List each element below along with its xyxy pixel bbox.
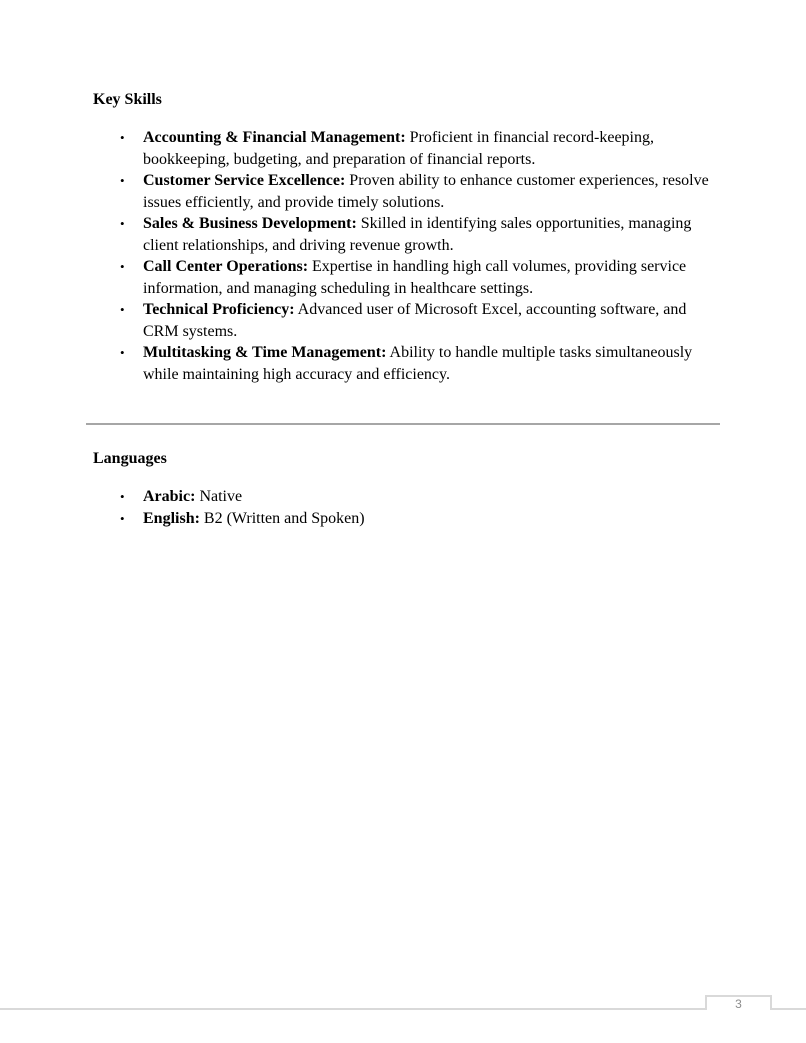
item-term: English: [143, 509, 200, 527]
item-term: Call Center Operations: [143, 258, 309, 275]
page-content [93, 89, 718, 529]
page-number: 3 [735, 996, 742, 1011]
list-item [120, 508, 718, 530]
bullet-icon: • [120, 345, 125, 360]
section-divider [86, 423, 720, 425]
section-languages [93, 448, 718, 529]
list-item [120, 170, 718, 213]
item-term: Customer Service Excellence: [143, 172, 346, 189]
bullet-icon: • [120, 302, 125, 317]
bullet-icon: • [120, 130, 125, 145]
item-description: Proven ability to enhance customer experiences, resolve issues efficiently, and provide timely solutions. [143, 172, 709, 211]
list-item [120, 213, 718, 256]
bullet-icon: • [120, 216, 125, 231]
bullet-icon: • [120, 489, 125, 504]
item-description: Ability to handle multiple tasks simultaneously while maintaining high accuracy and efficiency. [143, 344, 693, 383]
languages-list [93, 486, 718, 529]
footer-rule [0, 1008, 806, 1010]
item-term: Arabic: [143, 488, 196, 505]
page-number-tab [705, 995, 772, 1010]
key-skills-heading: Key Skills [93, 91, 162, 108]
list-item [120, 299, 718, 342]
section-key-skills [93, 89, 718, 385]
item-description: Advanced user of Microsoft Excel, accounting software, and CRM systems. [143, 301, 687, 340]
bullet-icon: • [120, 510, 125, 526]
item-term: Accounting & Financial Management: [143, 129, 406, 146]
list-item [120, 256, 718, 299]
bullet-icon: • [120, 259, 125, 274]
item-term: Sales & Business Development: [143, 215, 357, 232]
item-description: Native [199, 488, 243, 505]
item-description: Proficient in financial record-keeping, bookkeeping, budgeting, and preparation of financial reports. [143, 129, 654, 168]
item-term: Multitasking & Time Management: [143, 344, 387, 361]
item-description: B2 (Written and Spoken) [203, 509, 365, 527]
list-item [120, 486, 718, 508]
item-term: Technical Proficiency: [143, 301, 295, 318]
key-skills-list [93, 127, 718, 385]
item-description: Skilled in identifying sales opportunities, managing client relationships, and driving revenue growth. [143, 215, 692, 254]
bullet-icon: • [120, 173, 125, 188]
languages-heading: Languages [93, 450, 167, 467]
list-item [120, 342, 718, 385]
list-item [120, 127, 718, 170]
item-description: Expertise in handling high call volumes, providing service information, and managing scheduling in healthcare settings. [143, 258, 687, 297]
